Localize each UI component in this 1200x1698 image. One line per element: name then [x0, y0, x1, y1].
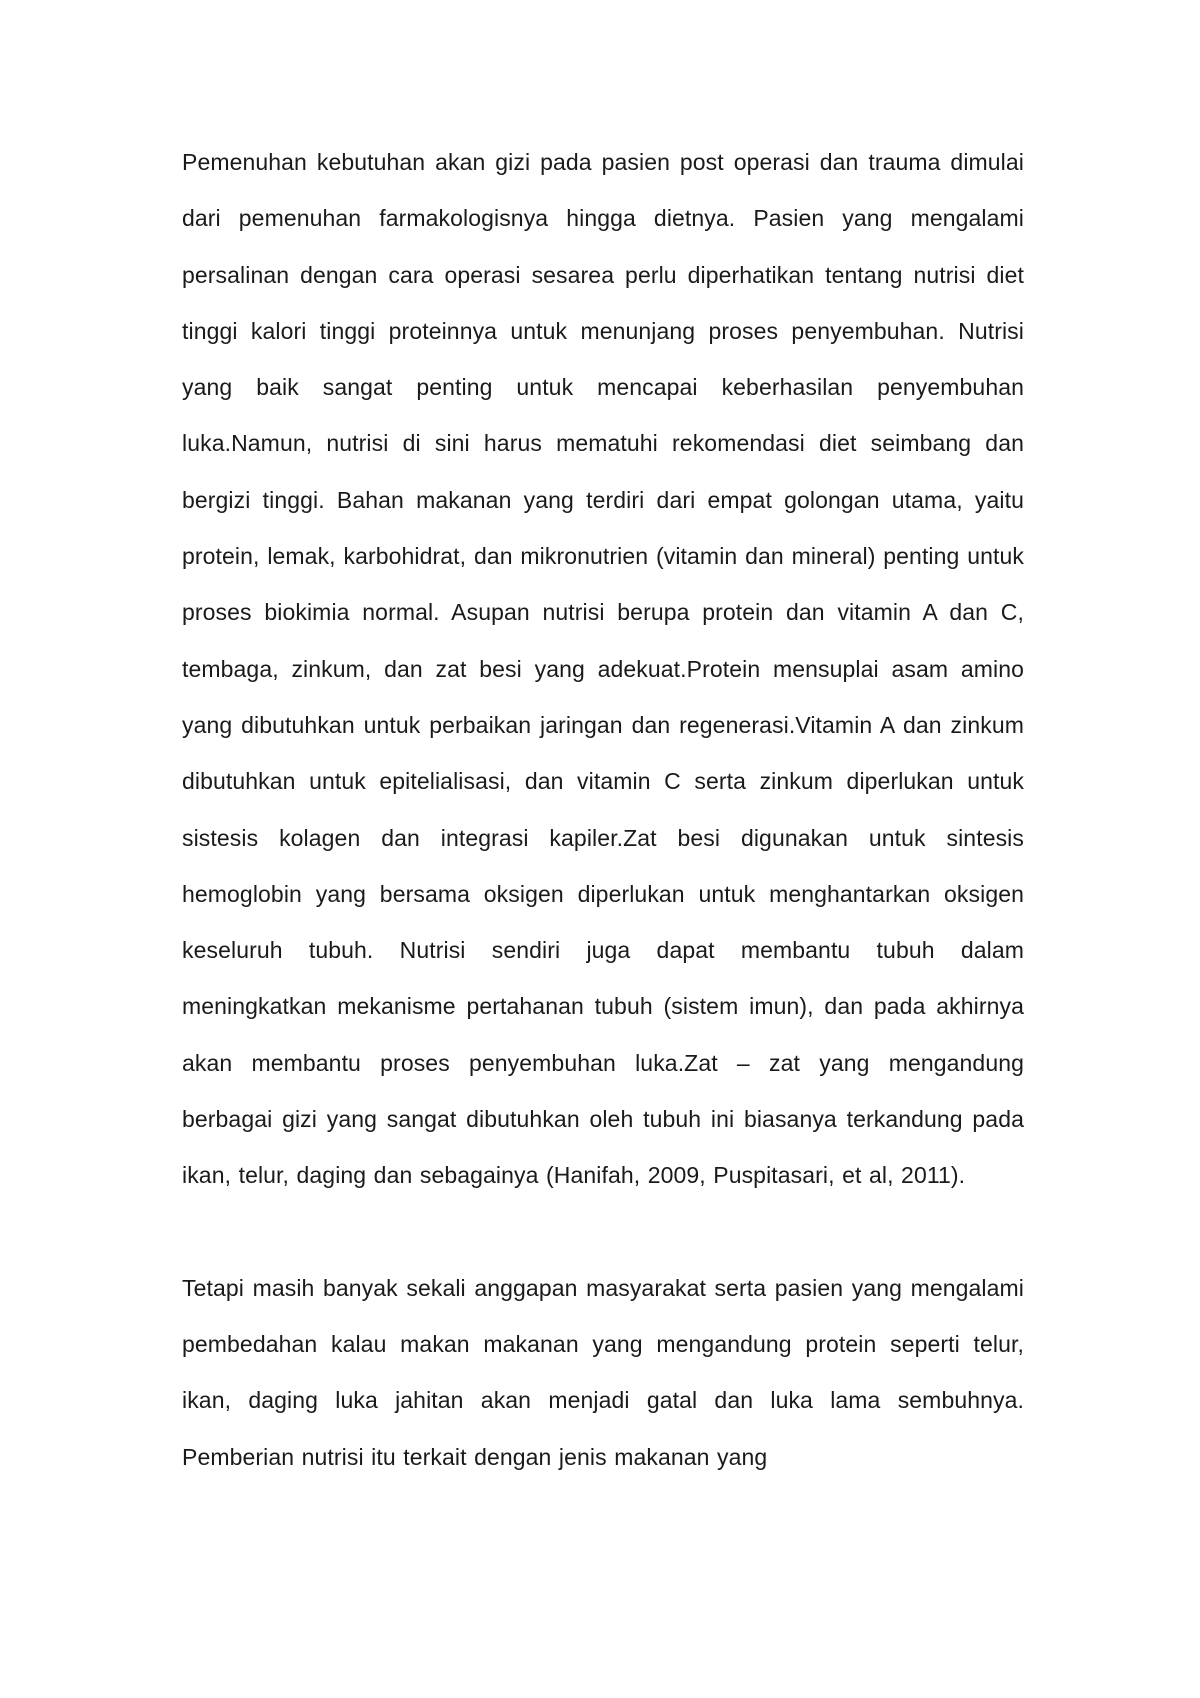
- paragraph-1: Pemenuhan kebutuhan akan gizi pada pasien post operasi dan trauma dimulai dari pemenuhan farmakologisnya hingga dietnya. Pasien yang mengalami persalinan dengan cara operasi sesarea perlu diperhatikan tentang nutrisi diet tinggi kalori tinggi proteinnya untuk menunjang proses penyembuhan. Nutrisi yang baik sangat penting untuk mencapai keberhasilan penyembuhan luka.Namun, nutrisi di sini harus mematuhi rekomendasi diet seimbang dan bergizi tinggi. Bahan makanan yang terdiri dari empat golongan utama, yaitu protein, lemak, karbohidrat, dan mikronutrien (vitamin dan mineral) penting untuk proses biokimia normal. Asupan nutrisi berupa protein dan vitamin A dan C, tembaga, zinkum, dan zat besi yang adekuat.Protein mensuplai asam amino yang dibutuhkan untuk perbaikan jaringan dan regenerasi.Vitamin A dan zinkum dibutuhkan untuk epitelialisasi, dan vitamin C serta zinkum diperlukan untuk sistesis kolagen dan integrasi kapiler.Zat besi digunakan untuk sintesis hemoglobin yang bersama oksigen diperlukan untuk menghantarkan oksigen keseluruh tubuh. Nutrisi sendiri juga dapat membantu tubuh dalam meningkatkan mekanisme pertahanan tubuh (sistem imun), dan pada akhirnya akan membantu proses penyembuhan luka.Zat – zat yang mengandung berbagai gizi yang sangat dibutuhkan oleh tubuh ini biasanya terkandung pada ikan, telur, daging dan sebagainya (Hanifah, 2009, Puspitasari, et al, 2011).: [182, 149, 1024, 1189]
- document-body: [182, 134, 1024, 1485]
- paragraph-2: Tetapi masih banyak sekali anggapan masyarakat serta pasien yang mengalami pembedahan kalau makan makanan yang mengandung protein seperti telur, ikan, daging luka jahitan akan menjadi gatal dan luka lama sembuhnya. Pemberian nutrisi itu terkait dengan jenis makanan yang: [182, 1274, 1024, 1470]
